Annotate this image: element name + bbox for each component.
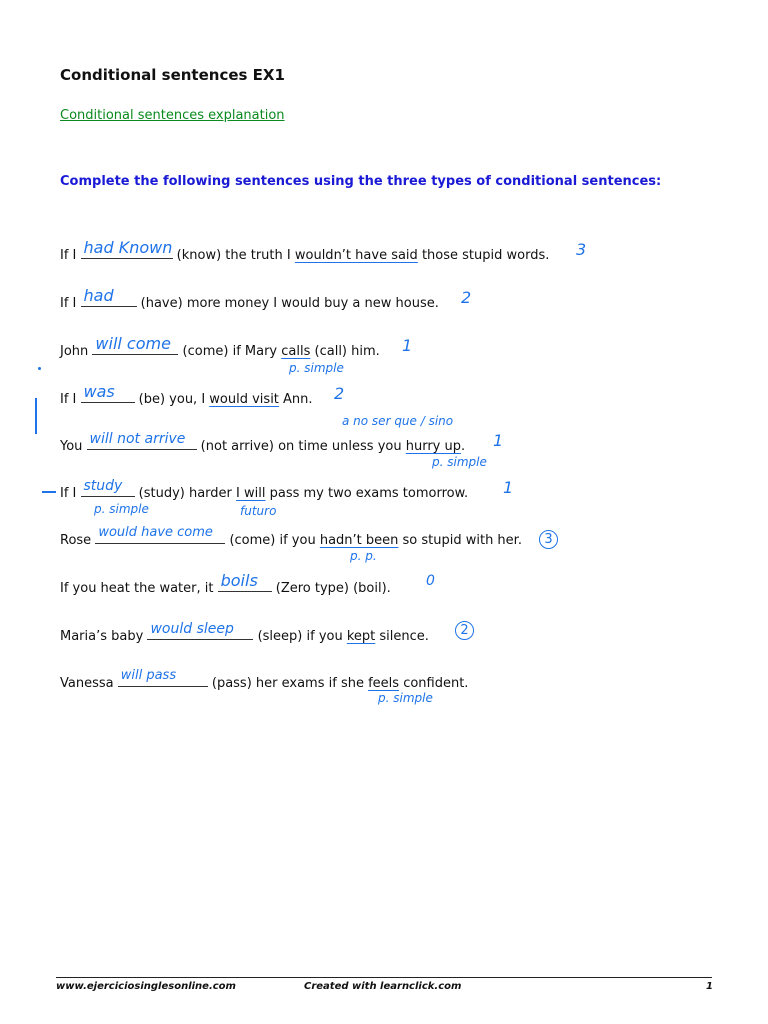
note-a-no-ser-que: a no ser que / sino [342, 414, 454, 428]
explanation-link[interactable]: Conditional sentences explanation [60, 108, 285, 123]
note-p-simple-6: p. simple [94, 502, 149, 516]
answer-blank-9[interactable]: would sleep [147, 625, 253, 640]
answer-blank-7[interactable]: would have come [95, 529, 225, 544]
footer-page-number: 1 [706, 981, 713, 992]
margin-dot-mark [38, 367, 41, 370]
type-mark-1: 3 [576, 240, 587, 259]
answer-blank-8[interactable]: boils [218, 577, 272, 592]
note-p-p: p. p. [350, 549, 377, 563]
answer-blank-10[interactable]: will pass [118, 672, 208, 687]
answer-blank-5[interactable]: will not arrive [87, 435, 197, 450]
sentence-6: If I study (study) harder I will pass my two exams tomorrow. [60, 478, 469, 501]
sentence-2: If I had (have) more money I would buy a new house. [60, 286, 439, 311]
margin-arrow-mark [42, 491, 56, 493]
type-mark-3: 1 [402, 336, 413, 355]
answer-blank-4[interactable]: was [81, 388, 135, 403]
type-mark-7: 3 [539, 530, 558, 549]
instruction-text: Complete the following sentences using the three types of conditional sentences: [60, 174, 662, 189]
type-mark-5: 1 [493, 431, 504, 450]
note-p-simple-5: p. simple [432, 455, 487, 469]
answer-blank-3[interactable]: will come [92, 340, 178, 355]
type-mark-8: 0 [426, 573, 435, 589]
sentence-5: You will not arrive (not arrive) on time unless you hurry up. [60, 431, 466, 454]
note-p-simple-3: p. simple [289, 361, 344, 375]
sentence-1: If I had Known (know) the truth I wouldn’t have said those stupid words. [60, 238, 550, 263]
footer-website[interactable]: www.ejerciciosinglesonline.com [56, 981, 236, 992]
type-mark-6: 1 [503, 478, 514, 497]
type-mark-9: 2 [455, 621, 474, 640]
footer-created-with: Created with learnclick.com [304, 981, 462, 992]
page-title: Conditional sentences EX1 [60, 66, 285, 84]
footer-divider [56, 977, 712, 978]
note-futuro: futuro [240, 504, 277, 518]
answer-blank-6[interactable]: study [81, 482, 135, 497]
sentence-7: Rose would have come (come) if you hadn’t been so stupid with her. [60, 525, 522, 548]
sentence-9: Maria’s baby would sleep (sleep) if you kept silence. [60, 621, 429, 644]
sentence-3: John will come (come) if Mary calls (call) him. [60, 334, 380, 359]
margin-line-mark [35, 398, 37, 434]
answer-blank-1[interactable]: had Known [81, 244, 173, 259]
answer-blank-2[interactable]: had [81, 292, 137, 307]
type-mark-2: 2 [461, 288, 472, 307]
note-p-simple-10: p. simple [378, 691, 433, 705]
type-mark-4: 2 [334, 384, 345, 403]
sentence-8: If you heat the water, it boils (Zero type) (boil). [60, 571, 391, 596]
sentence-4: If I was (be) you, I would visit Ann. [60, 382, 313, 407]
sentence-10: Vanessa will pass (pass) her exams if she feels confident. [60, 668, 469, 691]
